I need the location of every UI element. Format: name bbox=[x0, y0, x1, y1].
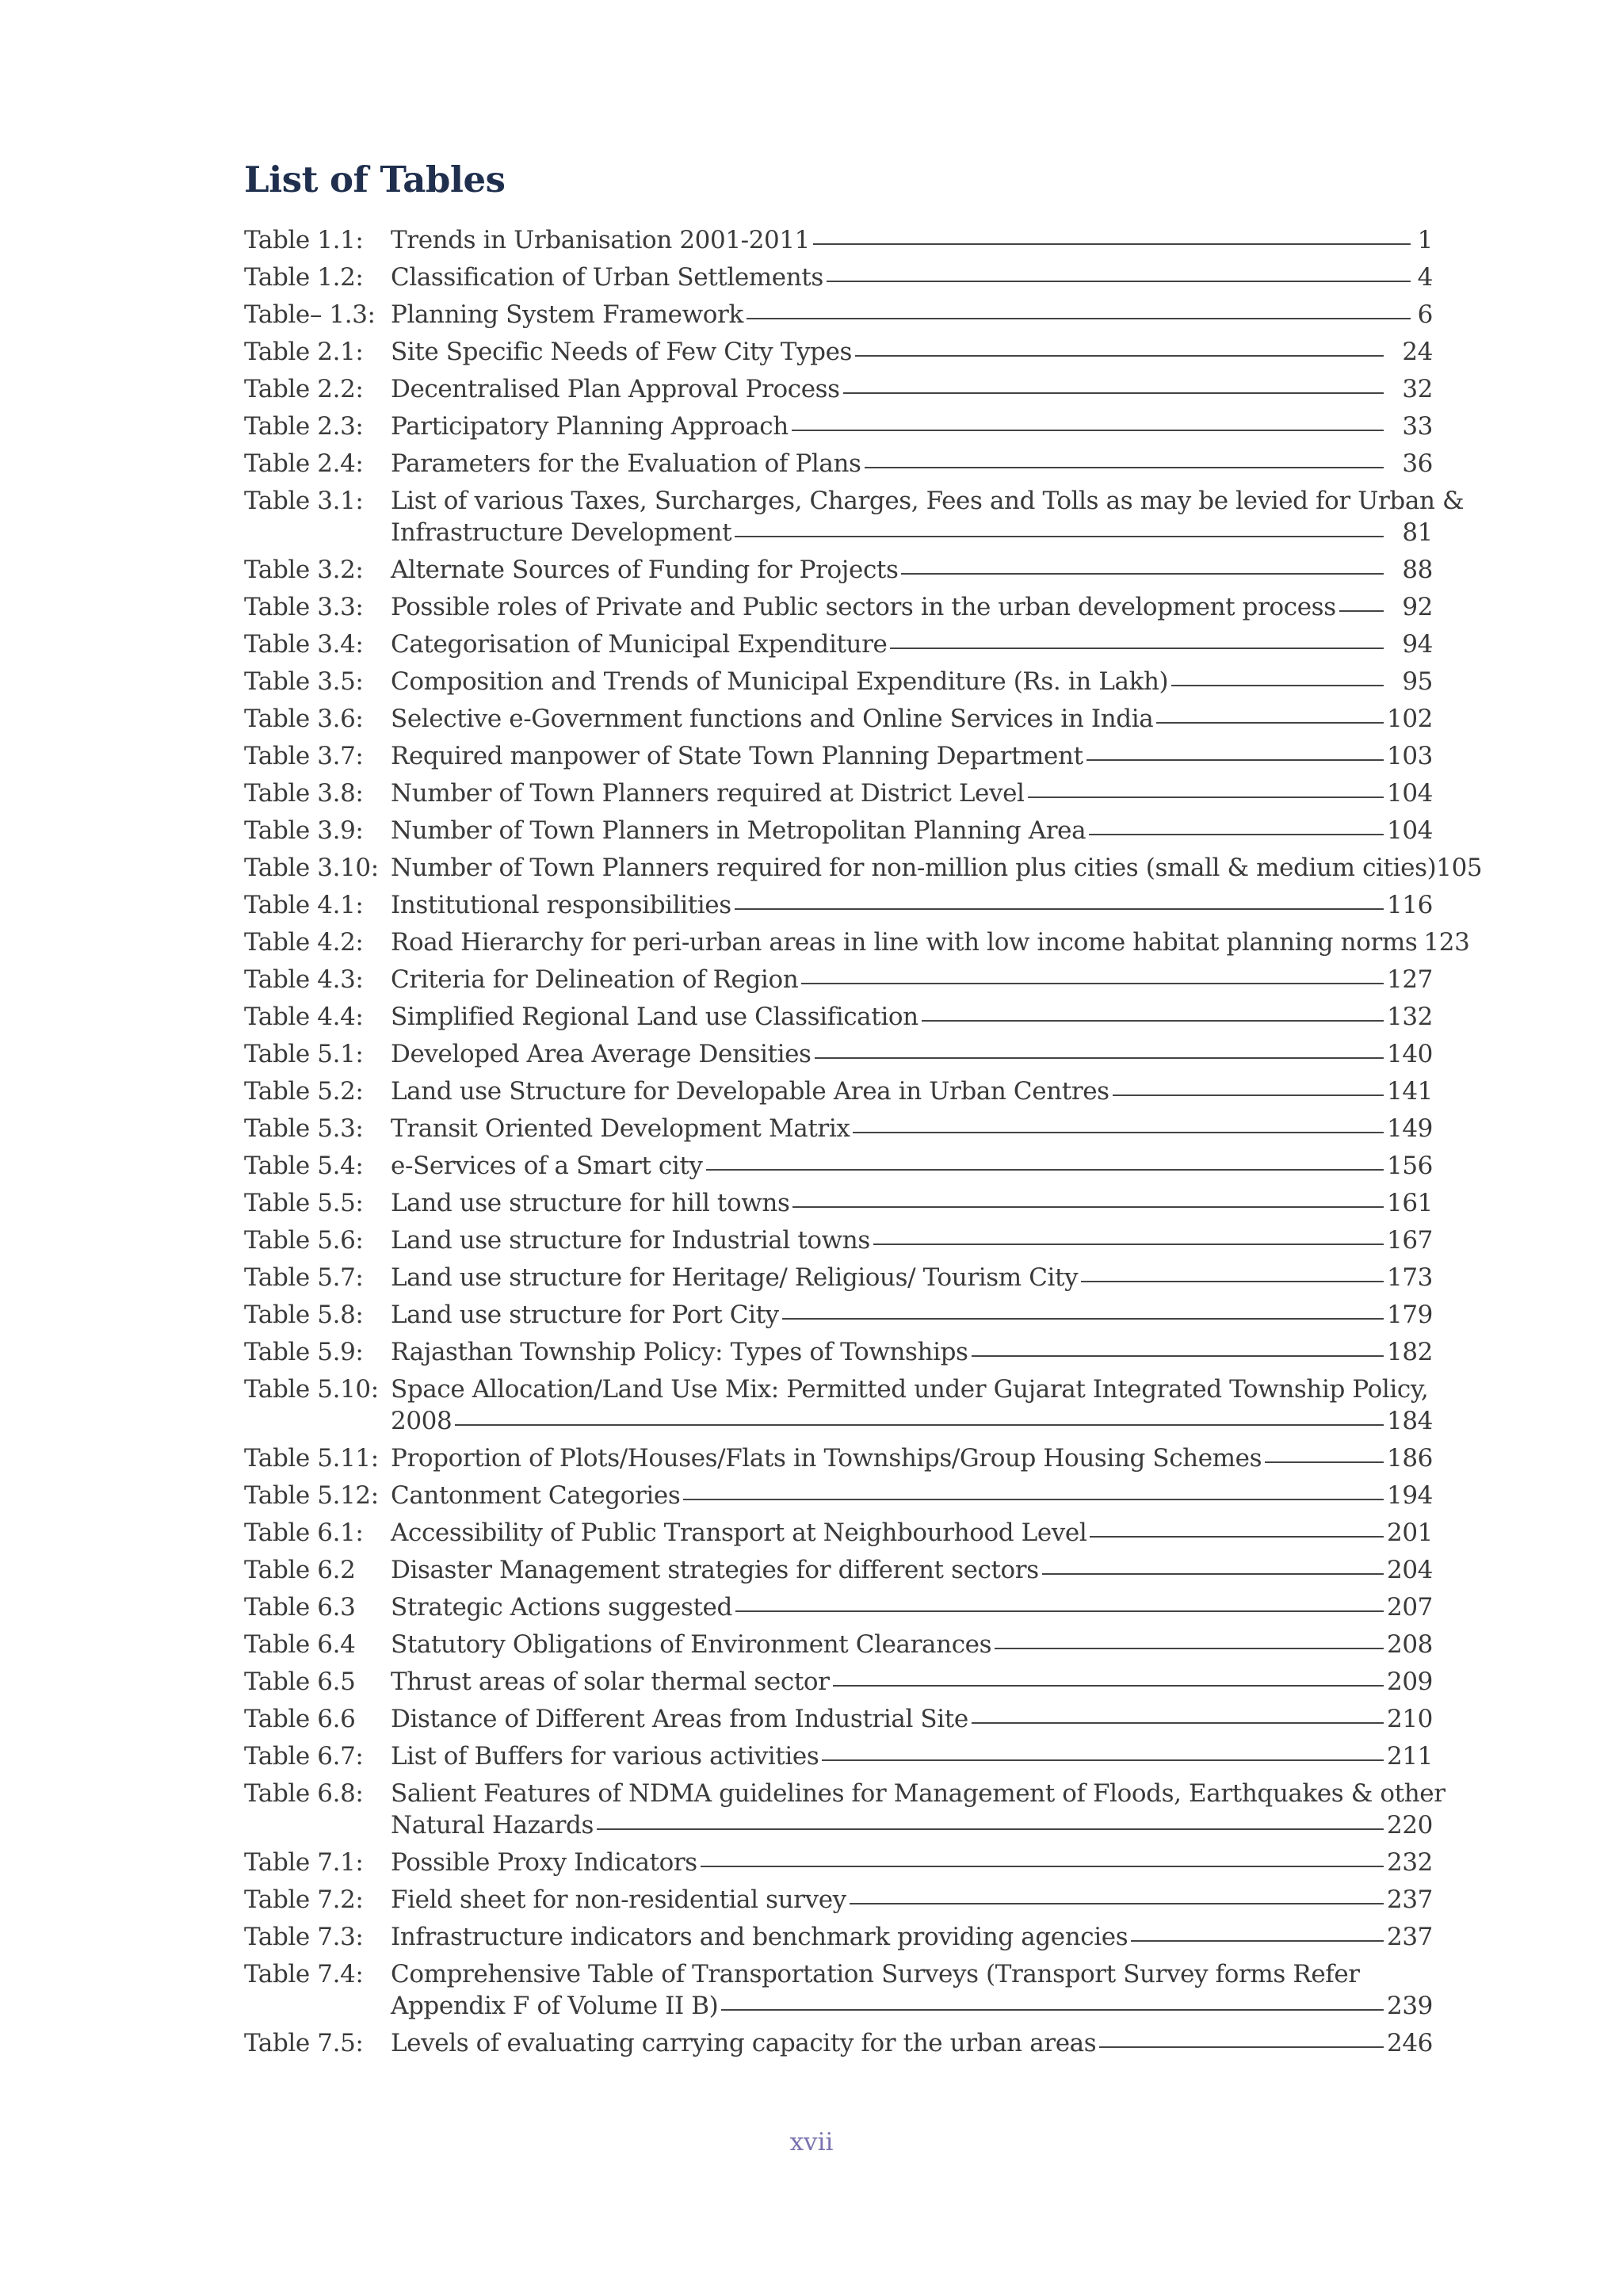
toc-entry-title: Planning System Framework bbox=[391, 300, 743, 329]
toc-entry[interactable] bbox=[244, 815, 1433, 852]
toc-entry-label: Table 5.5: bbox=[244, 1189, 364, 1217]
page-number: xvii bbox=[789, 2128, 834, 2157]
toc-entry-page: 210 bbox=[1387, 1705, 1433, 1733]
toc-entry[interactable] bbox=[244, 554, 1433, 591]
toc-entry-label: Table 5.2: bbox=[244, 1077, 364, 1106]
leader-line bbox=[1113, 1095, 1384, 1096]
toc-entry[interactable] bbox=[244, 703, 1433, 740]
toc-entry-label: Table 6.8: bbox=[244, 1779, 364, 1808]
toc-entry-label: Table 6.4 bbox=[244, 1630, 356, 1659]
toc-entry-label: Table 7.5: bbox=[244, 2029, 364, 2057]
toc-entry[interactable] bbox=[244, 628, 1433, 666]
toc-entry[interactable] bbox=[244, 1884, 1433, 1921]
toc-entry-label: Table 5.6: bbox=[244, 1226, 364, 1255]
toc-entry-title: Possible Proxy Indicators bbox=[391, 1848, 697, 1877]
toc-entry[interactable] bbox=[244, 1921, 1433, 1958]
toc-entry[interactable] bbox=[244, 1847, 1433, 1884]
leader-line bbox=[721, 2009, 1384, 2011]
toc-entry-title: Land use Structure for Developable Area in Urban Centres bbox=[391, 1077, 1109, 1106]
toc-entry-title: Proportion of Plots/Houses/Flats in Townships/Group Housing Schemes bbox=[391, 1444, 1262, 1473]
toc-entry-title: Categorisation of Municipal Expenditure bbox=[391, 630, 888, 659]
toc-entry-page: 201 bbox=[1387, 1519, 1433, 1547]
toc-entry[interactable] bbox=[244, 1591, 1433, 1629]
toc-entry-page: 88 bbox=[1402, 556, 1433, 584]
leader-line bbox=[972, 1722, 1384, 1724]
toc-entry-title: Land use structure for hill towns bbox=[391, 1189, 790, 1217]
toc-entry-label: Table 7.1: bbox=[244, 1848, 364, 1877]
toc-entry-title: Developed Area Average Densities bbox=[391, 1040, 812, 1068]
toc-entry-page: 132 bbox=[1387, 1003, 1433, 1031]
leader-line bbox=[1042, 1573, 1384, 1575]
leader-line bbox=[890, 648, 1384, 649]
toc-entry-page: 92 bbox=[1402, 593, 1433, 621]
leader-line bbox=[833, 1685, 1384, 1687]
toc-entry[interactable] bbox=[244, 889, 1433, 926]
toc-entry-page: 156 bbox=[1387, 1152, 1433, 1180]
toc-entry-title: Classification of Urban Settlements bbox=[391, 263, 823, 292]
toc-entry-label: Table 7.2: bbox=[244, 1885, 364, 1914]
toc-entry-title: Selective e-Government functions and Online Services in India bbox=[391, 705, 1154, 733]
toc-entry[interactable] bbox=[244, 299, 1433, 336]
toc-entry[interactable] bbox=[244, 1150, 1433, 1187]
toc-entry-page: 209 bbox=[1387, 1668, 1433, 1696]
toc-entry[interactable] bbox=[244, 448, 1433, 485]
toc-entry-label: Table 3.6: bbox=[244, 705, 364, 733]
toc-entry-page: 149 bbox=[1387, 1114, 1433, 1143]
toc-entry-page: 24 bbox=[1402, 338, 1433, 366]
toc-entry-page: 194 bbox=[1387, 1481, 1433, 1510]
toc-entry[interactable] bbox=[244, 1336, 1433, 1373]
toc-entry[interactable] bbox=[244, 2027, 1433, 2065]
toc-entry-label: Table 3.5: bbox=[244, 667, 364, 696]
leader-line bbox=[701, 1866, 1384, 1867]
toc-entry-label: Table 3.10: bbox=[244, 854, 379, 882]
toc-entry-page: 204 bbox=[1387, 1556, 1433, 1584]
toc-entry-label: Table 5.3: bbox=[244, 1114, 364, 1143]
toc-entry[interactable] bbox=[244, 1187, 1433, 1224]
toc-entry-title: Levels of evaluating carrying capacity for the urban areas bbox=[391, 2029, 1097, 2057]
toc-entry-title: Required manpower of State Town Planning Department bbox=[391, 742, 1083, 770]
leader-line bbox=[683, 1499, 1384, 1500]
toc-entry[interactable] bbox=[244, 1703, 1433, 1740]
toc-entry-page: 94 bbox=[1402, 630, 1433, 659]
toc-entry-label: Table 3.9: bbox=[244, 816, 364, 845]
toc-entry-label: Table 7.4: bbox=[244, 1960, 364, 1988]
toc-entry-page: 220 bbox=[1387, 1811, 1433, 1839]
toc-entry-page: 184 bbox=[1387, 1407, 1433, 1435]
toc-entry-title-continued: Infrastructure Development bbox=[391, 518, 732, 547]
toc-entry-title-continued: Natural Hazards bbox=[391, 1811, 594, 1839]
toc-entry[interactable] bbox=[244, 336, 1433, 373]
toc-entry[interactable] bbox=[244, 1224, 1433, 1262]
leader-line bbox=[972, 1355, 1384, 1357]
toc-entry-page: 211 bbox=[1387, 1742, 1433, 1771]
toc-entry-title: Land use structure for Industrial towns bbox=[391, 1226, 870, 1255]
toc-entry-label: Table 5.11: bbox=[244, 1444, 379, 1473]
toc-entry-page: 161 bbox=[1387, 1189, 1433, 1217]
toc-entry-title: Field sheet for non-residential survey bbox=[391, 1885, 846, 1914]
toc-entry-page: 232 bbox=[1387, 1848, 1433, 1877]
toc-entry-title: Space Allocation/Land Use Mix: Permitted under Gujarat Integrated Township Policy, bbox=[391, 1375, 1429, 1404]
leader-line bbox=[735, 908, 1384, 910]
leader-line bbox=[1081, 1281, 1384, 1282]
leader-line bbox=[922, 1020, 1384, 1022]
leader-line bbox=[706, 1169, 1384, 1171]
toc-entry-label: Table 6.2 bbox=[244, 1556, 356, 1584]
toc-entry-title: Thrust areas of solar thermal sector bbox=[391, 1668, 830, 1696]
toc-entry-page: 4 bbox=[1417, 263, 1433, 292]
toc-entry[interactable] bbox=[244, 1517, 1433, 1554]
toc-entry[interactable] bbox=[244, 411, 1433, 448]
leader-line bbox=[865, 467, 1384, 468]
toc-entry-title: Disaster Management strategies for different sectors bbox=[391, 1556, 1039, 1584]
toc-entry-title: Salient Features of NDMA guidelines for Management of Floods, Earthquakes & other bbox=[391, 1779, 1445, 1808]
toc-entry-title: Distance of Different Areas from Industrial Site bbox=[391, 1705, 968, 1733]
toc-entry-title: Site Specific Needs of Few City Types bbox=[391, 338, 853, 366]
toc-entry-label: Table 3.7: bbox=[244, 742, 364, 770]
toc-entry-label: Table 3.2: bbox=[244, 556, 364, 584]
toc-entry-title: Land use structure for Port City bbox=[391, 1301, 779, 1329]
toc-entry[interactable] bbox=[244, 1480, 1433, 1517]
leader-line bbox=[1028, 797, 1384, 798]
leader-line bbox=[853, 1132, 1384, 1133]
leader-line bbox=[801, 983, 1384, 984]
toc-entry-page: 167 bbox=[1387, 1226, 1433, 1255]
toc-entry-page: 123 bbox=[1423, 928, 1470, 957]
toc-entry-title: Land use structure for Heritage/ Religious/ Tourism City bbox=[391, 1263, 1079, 1292]
toc-entry-title: Composition and Trends of Municipal Expenditure (Rs. in Lakh) bbox=[391, 667, 1169, 696]
toc-entry-label: Table 5.12: bbox=[244, 1481, 379, 1510]
leader-line bbox=[850, 1903, 1384, 1904]
toc-entry[interactable] bbox=[244, 926, 1470, 964]
leader-line bbox=[1339, 610, 1384, 612]
toc-entry-label: Table 6.6 bbox=[244, 1705, 356, 1733]
toc-entry-title: Transit Oriented Development Matrix bbox=[391, 1114, 850, 1143]
leader-line bbox=[827, 281, 1411, 282]
toc-entry-page: 208 bbox=[1387, 1630, 1433, 1659]
toc-entry-title: Institutional responsibilities bbox=[391, 891, 731, 919]
toc-entry-title: Criteria for Delineation of Region bbox=[391, 965, 799, 994]
toc-entry-label: Table 1.2: bbox=[244, 263, 364, 292]
toc-entry[interactable] bbox=[244, 485, 1465, 554]
toc-entry[interactable] bbox=[244, 1038, 1433, 1075]
leader-line bbox=[822, 1759, 1384, 1761]
toc-entry[interactable] bbox=[244, 777, 1433, 815]
toc-entry-label: Table 4.2: bbox=[244, 928, 364, 957]
toc-entry-title-continued: Appendix F of Volume II B) bbox=[391, 1992, 719, 2020]
toc-entry-page: 186 bbox=[1387, 1444, 1433, 1473]
toc-entry-title: List of various Taxes, Surcharges, Charges, Fees and Tolls as may be levied for Urban & bbox=[391, 487, 1465, 515]
toc-entry-page: 104 bbox=[1387, 779, 1433, 808]
toc-entry-label: Table 3.1: bbox=[244, 487, 364, 515]
toc-entry-page: 1 bbox=[1417, 226, 1433, 254]
toc-entry[interactable] bbox=[244, 1666, 1433, 1703]
toc-entry-page: 36 bbox=[1402, 449, 1433, 478]
toc-entry-label: Table 5.7: bbox=[244, 1263, 364, 1292]
leader-line bbox=[747, 318, 1411, 319]
toc-entry-label: Table 5.9: bbox=[244, 1338, 364, 1366]
toc-entry-title: Participatory Planning Approach bbox=[391, 412, 789, 441]
toc-entry-label: Table 5.4: bbox=[244, 1152, 364, 1180]
toc-entry-label: Table 6.3 bbox=[244, 1593, 356, 1622]
leader-line bbox=[995, 1648, 1384, 1649]
toc-entry-label: Table 7.3: bbox=[244, 1923, 364, 1951]
toc-entry[interactable] bbox=[244, 1629, 1433, 1666]
toc-entry-page: 179 bbox=[1387, 1301, 1433, 1329]
toc-entry-label: Table 4.1: bbox=[244, 891, 364, 919]
toc-entry-label: Table 3.4: bbox=[244, 630, 364, 659]
toc-entry-title: Strategic Actions suggested bbox=[391, 1593, 732, 1622]
toc-entry-label: Table 2.3: bbox=[244, 412, 364, 441]
toc-entry-page: 246 bbox=[1387, 2029, 1433, 2057]
toc-entry[interactable] bbox=[244, 1373, 1433, 1442]
toc-entry[interactable] bbox=[244, 1740, 1433, 1778]
leader-line bbox=[1171, 685, 1384, 686]
leader-line bbox=[792, 430, 1384, 431]
toc-entry-title: Rajasthan Township Policy: Types of Townships bbox=[391, 1338, 968, 1366]
toc-entry-title: Alternate Sources of Funding for Projects bbox=[391, 556, 899, 584]
toc-entry-page: 141 bbox=[1387, 1077, 1433, 1106]
toc-entry-title: Cantonment Categories bbox=[391, 1481, 681, 1510]
toc-entry-label: Table 6.7: bbox=[244, 1742, 364, 1771]
toc-entry-title: Parameters for the Evaluation of Plans bbox=[391, 449, 861, 478]
toc-entry-page: 237 bbox=[1387, 1885, 1433, 1914]
toc-entry[interactable] bbox=[244, 1554, 1433, 1591]
toc-entry[interactable] bbox=[244, 1001, 1433, 1038]
toc-entry-page: 140 bbox=[1387, 1040, 1433, 1068]
toc-entry-title: Trends in Urbanisation 2001-2011 bbox=[391, 226, 811, 254]
leader-line bbox=[1099, 2046, 1384, 2048]
toc-entry-title: Number of Town Planners in Metropolitan Planning Area bbox=[391, 816, 1086, 845]
toc-entry-page: 127 bbox=[1387, 965, 1433, 994]
toc-entry[interactable] bbox=[244, 852, 1483, 889]
leader-line bbox=[1265, 1461, 1384, 1463]
leader-line bbox=[455, 1424, 1384, 1426]
toc-entry[interactable] bbox=[244, 666, 1433, 703]
toc-entry-title: Simplified Regional Land use Classification bbox=[391, 1003, 918, 1031]
leader-line bbox=[815, 1057, 1384, 1059]
toc-entry-label: Table 6.1: bbox=[244, 1519, 364, 1547]
toc-entry-page: 33 bbox=[1402, 412, 1433, 441]
toc-entry-page: 104 bbox=[1387, 816, 1433, 845]
toc-entry-title: Decentralised Plan Approval Process bbox=[391, 375, 840, 403]
toc-entry-label: Table 2.2: bbox=[244, 375, 364, 403]
leader-line bbox=[813, 243, 1411, 245]
toc-entry[interactable] bbox=[244, 224, 1433, 262]
toc-entry-page: 102 bbox=[1387, 705, 1433, 733]
toc-entry[interactable] bbox=[244, 262, 1433, 299]
toc-entry[interactable] bbox=[244, 1958, 1433, 2027]
leader-line bbox=[792, 1206, 1384, 1208]
leader-line bbox=[1156, 722, 1384, 724]
toc-entry-label: Table 4.3: bbox=[244, 965, 364, 994]
toc-entry-page: 81 bbox=[1402, 518, 1433, 547]
toc-entry-title: e-Services of a Smart city bbox=[391, 1152, 703, 1180]
leader-line bbox=[597, 1828, 1384, 1830]
toc-entry[interactable] bbox=[244, 1299, 1433, 1336]
leader-line bbox=[1086, 759, 1384, 761]
leader-line bbox=[855, 355, 1384, 357]
page-title: List of Tables bbox=[244, 159, 506, 201]
toc-entry-page: 32 bbox=[1402, 375, 1433, 403]
toc-entry-label: Table 6.5 bbox=[244, 1668, 356, 1696]
toc-entry-page: 239 bbox=[1387, 1992, 1433, 2020]
toc-entry-title: Accessibility of Public Transport at Neighbourhood Level bbox=[391, 1519, 1087, 1547]
leader-line bbox=[1090, 1536, 1384, 1538]
toc-entry-label: Table 5.1: bbox=[244, 1040, 364, 1068]
leader-line bbox=[735, 536, 1384, 537]
leader-line bbox=[1089, 834, 1384, 835]
toc-entry-page: 237 bbox=[1387, 1923, 1433, 1951]
leader-line bbox=[1131, 1940, 1384, 1942]
toc-entry-title: Comprehensive Table of Transportation Surveys (Transport Survey forms Refer bbox=[391, 1960, 1360, 1988]
toc-entry[interactable] bbox=[244, 1262, 1433, 1299]
toc-entry-title: Number of Town Planners required for non-million plus cities (small & medium cities)105 bbox=[391, 854, 1483, 882]
toc-entry-label: Table 2.4: bbox=[244, 449, 364, 478]
toc-entry-title: Infrastructure indicators and benchmark providing agencies bbox=[391, 1923, 1128, 1951]
leader-line bbox=[901, 573, 1384, 575]
leader-line bbox=[782, 1318, 1384, 1320]
leader-line bbox=[873, 1244, 1384, 1245]
toc-entry-label: Table 3.8: bbox=[244, 779, 364, 808]
toc-entry[interactable] bbox=[244, 1113, 1433, 1150]
list-of-tables bbox=[244, 224, 1483, 2065]
toc-entry-title: Statutory Obligations of Environment Clearances bbox=[391, 1630, 992, 1659]
toc-entry-title: List of Buffers for various activities bbox=[391, 1742, 819, 1771]
toc-entry-title: Possible roles of Private and Public sectors in the urban development process bbox=[391, 593, 1336, 621]
toc-entry-label: Table 5.10: bbox=[244, 1375, 379, 1404]
toc-entry-label: Table 4.4: bbox=[244, 1003, 364, 1031]
toc-entry[interactable] bbox=[244, 373, 1433, 411]
toc-entry-page: 173 bbox=[1387, 1263, 1433, 1292]
toc-entry[interactable] bbox=[244, 964, 1433, 1001]
toc-entry-label: Table 3.3: bbox=[244, 593, 364, 621]
toc-entry-label: Table 5.8: bbox=[244, 1301, 364, 1329]
toc-entry-title: Number of Town Planners required at District Level bbox=[391, 779, 1025, 808]
toc-entry-title-continued: 2008 bbox=[391, 1407, 453, 1435]
toc-entry[interactable] bbox=[244, 1778, 1445, 1847]
toc-entry-label: Table– 1.3: bbox=[244, 300, 376, 329]
toc-entry[interactable] bbox=[244, 591, 1433, 628]
toc-entry[interactable] bbox=[244, 1075, 1433, 1113]
leader-line bbox=[735, 1610, 1384, 1612]
toc-entry-title: Road Hierarchy for peri-urban areas in line with low income habitat planning norms bbox=[391, 928, 1418, 957]
toc-entry-label: Table 1.1: bbox=[244, 226, 364, 254]
toc-entry-page: 182 bbox=[1387, 1338, 1433, 1366]
toc-entry-page: 207 bbox=[1387, 1593, 1433, 1622]
toc-entry-page: 103 bbox=[1387, 742, 1433, 770]
toc-entry-page: 116 bbox=[1387, 891, 1433, 919]
leader-line bbox=[843, 392, 1384, 394]
toc-entry-page: 6 bbox=[1417, 300, 1433, 329]
toc-entry-label: Table 2.1: bbox=[244, 338, 364, 366]
toc-entry-page: 95 bbox=[1402, 667, 1433, 696]
toc-entry[interactable] bbox=[244, 1442, 1433, 1480]
toc-entry[interactable] bbox=[244, 740, 1433, 777]
